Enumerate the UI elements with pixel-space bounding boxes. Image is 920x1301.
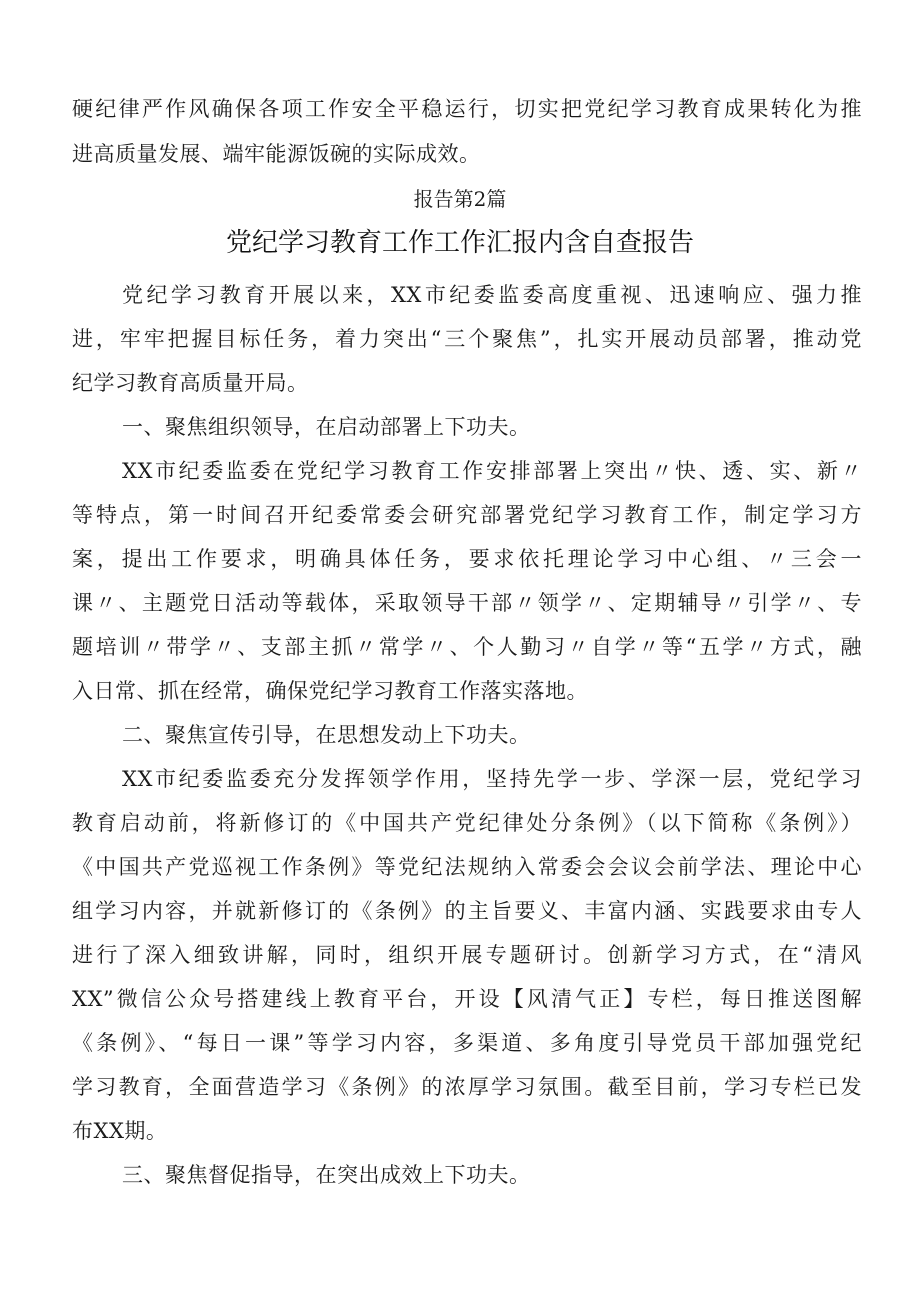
body-line: XX市纪委监委充分发挥领学作用，坚持先学一步、学深一层，党纪学习: [122, 767, 862, 791]
section-heading: 三、聚焦督促指导，在突出成效上下功夫。: [122, 1163, 531, 1187]
body-line: 《条例》、“每日一课”等学习内容，多渠道、多角度引导党员干部加强党纪: [72, 1031, 862, 1055]
body-line: 组学习内容，并就新修订的《条例》的主旨要义、丰富内涵、实践要求由专人: [72, 899, 862, 923]
body-line: 进高质量发展、端牢能源饭碗的实际成效。: [72, 142, 481, 166]
section-heading: 一、聚焦组织领导，在启动部署上下功夫。: [122, 415, 531, 439]
body-line: 课〃、主题党日活动等载体，采取领导干部〃领学〃、定期辅导〃引学〃、专: [72, 591, 862, 615]
body-line: 学习教育，全面营造学习《条例》的浓厚学习氛围。截至目前，学习专栏已发: [72, 1075, 862, 1099]
body-line: 入日常、抓在经常，确保党纪学习教育工作落实落地。: [72, 679, 588, 703]
section-label: 报告第2篇: [413, 187, 507, 211]
document-title: 党纪学习教育工作工作汇报内含自查报告: [225, 228, 694, 258]
body-line: 题培训〃带学〃、支部主抓〃常学〃、个人勤习〃自学〃等“五学〃方式，融: [72, 635, 862, 659]
body-line: 案，提出工作要求，明确具体任务，要求依托理论学习中心组、〃三会一: [72, 547, 862, 571]
body-line: XX市纪委监委在党纪学习教育工作安排部署上突出〃快、透、实、新〃: [122, 459, 862, 483]
body-line: 等特点，第一时间召开纪委常委会研究部署党纪学习教育工作，制定学习方: [72, 503, 862, 527]
body-line: XX”微信公众号搭建线上教育平台，开设【风清气正】专栏，每日推送图解: [72, 987, 862, 1011]
section-heading: 二、聚焦宣传引导，在思想发动上下功夫。: [122, 723, 531, 747]
body-line: 《中国共产党巡视工作条例》等党纪法规纳入常委会会议会前学法、理论中心: [72, 855, 862, 879]
body-line: 纪学习教育高质量开局。: [72, 371, 309, 395]
body-line: 党纪学习教育开展以来，XX市纪委监委高度重视、迅速响应、强力推: [122, 283, 862, 307]
body-line: 进，牢牢把握目标任务，着力突出“三个聚焦”，扎实开展动员部署，推动党: [72, 327, 862, 351]
body-line: 进行了深入细致讲解，同时，组织开展专题研讨。创新学习方式，在“清风: [72, 943, 862, 967]
body-line: 教育启动前，将新修订的《中国共产党纪律处分条例》（以下简称《条例》）: [72, 811, 862, 835]
body-line: 硬纪律严作风确保各项工作安全平稳运行，切实把党纪学习教育成果转化为推: [72, 97, 862, 121]
body-line: 布XX期。: [72, 1119, 168, 1143]
